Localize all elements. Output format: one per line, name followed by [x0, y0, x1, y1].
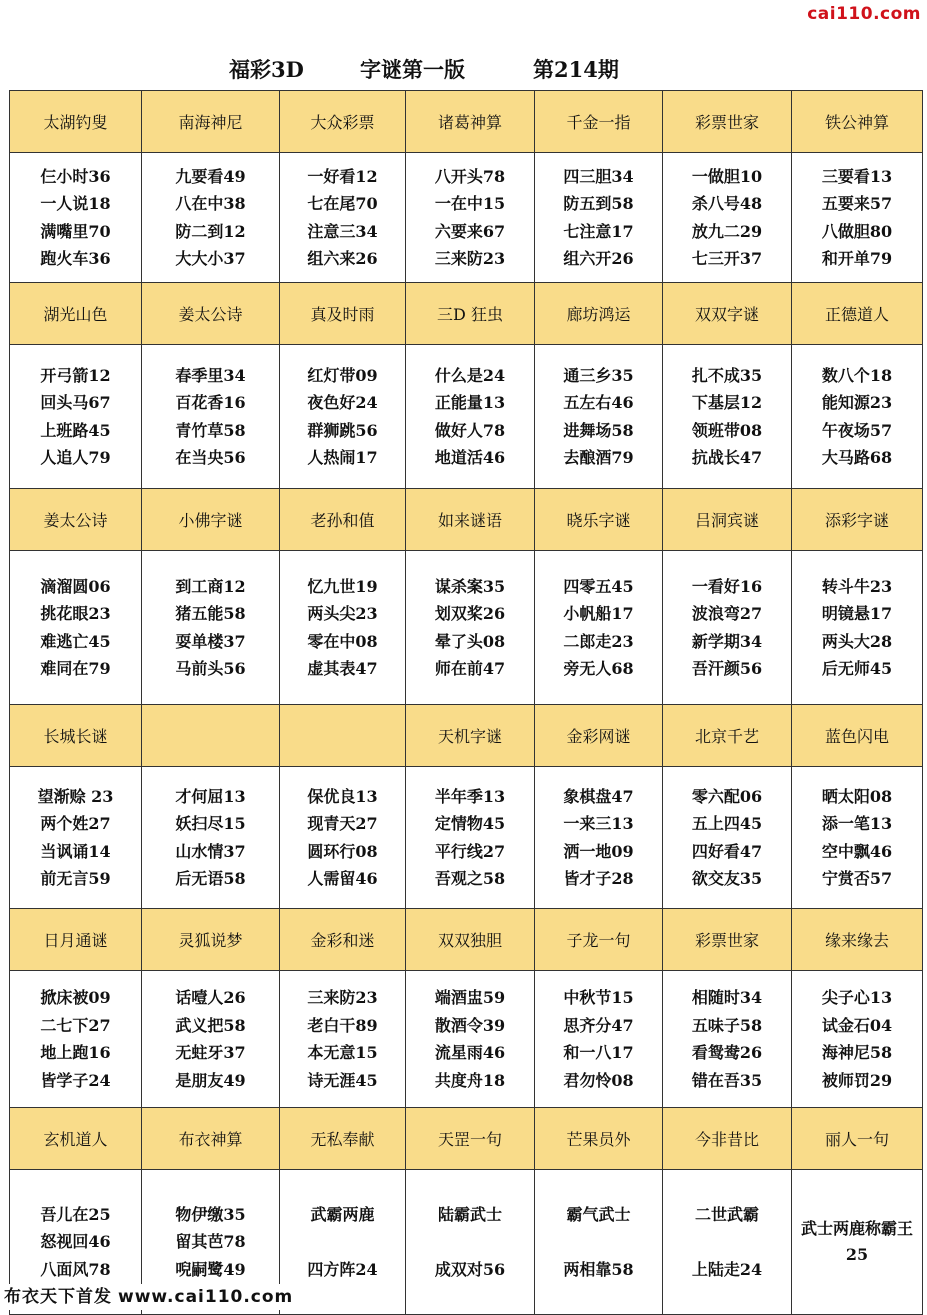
riddle-cell [142, 551, 280, 705]
riddle-cell [792, 1170, 923, 1315]
source-name-cell: 吕洞宾谜 [663, 489, 792, 551]
riddle-cell [663, 153, 792, 283]
riddle-line: 进舞场58 [563, 420, 634, 440]
riddle-line: 耍单楼37 [175, 631, 246, 651]
riddle-line: 九要看49 [175, 166, 246, 186]
riddle-line: 和一八17 [563, 1043, 634, 1062]
riddle-cell [280, 153, 406, 283]
riddle-line: 夜色好24 [307, 393, 378, 412]
riddle-line: 中秋节15 [563, 988, 634, 1007]
riddle-line: 人热闹17 [307, 448, 378, 467]
source-name-cell: 老孙和值 [280, 489, 406, 551]
riddle-line: 通三乡35 [563, 365, 634, 385]
riddle-line: 做好人78 [434, 420, 506, 440]
source-name-cell: 丽人一句 [792, 1108, 923, 1170]
riddle-line: 武士两鹿称霸王25 [800, 1219, 913, 1264]
riddle-line: 五要来57 [821, 194, 893, 213]
riddle-line: 相随时34 [691, 988, 763, 1007]
riddle-line: 二世武霸 [694, 1204, 759, 1224]
riddle-line: 开弓箭12 [40, 365, 111, 385]
riddle-cell [792, 153, 923, 283]
riddle-cell [663, 345, 792, 489]
riddle-cell [406, 551, 535, 705]
riddle-line: 六要来67 [434, 221, 506, 241]
riddle-line: 跑火车36 [40, 249, 111, 268]
riddle-cell [10, 345, 142, 489]
riddle-line: 武义把58 [175, 1015, 246, 1035]
riddle-line: 二郎走23 [563, 631, 634, 651]
riddle-line: 才何屈13 [175, 786, 246, 806]
riddle-line: 什么是24 [434, 365, 506, 385]
riddle-cell [535, 551, 663, 705]
riddle-line: 留其芭78 [175, 1232, 246, 1252]
riddle-line: 看鸳鸯26 [691, 1043, 763, 1062]
riddle-line: 地上跑16 [40, 1043, 111, 1062]
riddle-cell [792, 551, 923, 705]
riddle-line: 二七下27 [40, 1015, 111, 1035]
source-name-cell: 正德道人 [792, 283, 923, 345]
source-name-cell: 小佛字谜 [142, 489, 280, 551]
riddle-line: 妖扫尽15 [175, 814, 246, 833]
riddle-cell [280, 971, 406, 1108]
riddle-line: 添一笔13 [821, 814, 893, 833]
riddle-line: 望渐赊 23 [37, 786, 114, 806]
riddle-line: 平行线27 [434, 841, 506, 861]
riddle-line: 难逃亡45 [40, 631, 111, 651]
riddle-line: 三要看13 [821, 166, 893, 186]
riddle-line: 后无师45 [821, 659, 893, 678]
riddle-line: 难同在79 [40, 659, 111, 678]
riddle-line: 旁无人68 [563, 659, 634, 678]
riddle-line: 尖子心13 [821, 988, 893, 1007]
riddle-cell [535, 345, 663, 489]
riddle-line: 上陆走24 [691, 1260, 763, 1279]
source-name-cell: 天机字谜 [406, 705, 535, 767]
riddle-line: 五左右46 [563, 393, 634, 412]
riddle-line: 被师罚29 [821, 1070, 893, 1090]
riddle-line: 到工商12 [175, 576, 246, 596]
source-name-cell: 子龙一句 [535, 909, 663, 971]
riddle-line: 上班路45 [40, 420, 111, 440]
riddle-line: 吾儿在25 [40, 1204, 111, 1224]
riddle-line: 是朋友49 [175, 1070, 246, 1090]
riddle-line: 半年季13 [434, 786, 506, 806]
riddle-line: 马前头56 [175, 659, 246, 678]
riddle-line: 欲交友35 [691, 869, 763, 888]
riddle-line: 两头尖23 [307, 604, 378, 623]
riddle-line: 群狮跳56 [307, 420, 378, 440]
source-name-cell: 金彩和迷 [280, 909, 406, 971]
source-name-cell: 布衣神算 [142, 1108, 280, 1170]
riddle-line: 去酿酒79 [563, 448, 634, 467]
riddle-line: 四三胆34 [563, 166, 634, 186]
source-name-cell: 日月通谜 [10, 909, 142, 971]
riddle-line: 三来防23 [307, 988, 378, 1007]
riddle-line: 领班带08 [691, 420, 763, 440]
riddle-cell [142, 153, 280, 283]
riddle-line: 忆九世19 [307, 576, 378, 596]
riddle-line: 仨小时36 [40, 166, 111, 186]
riddle-line: 霸气武士 [566, 1204, 631, 1224]
riddle-line: 七在尾70 [307, 194, 378, 213]
riddle-cell [792, 345, 923, 489]
footer-url: www.cai110.com [118, 1287, 294, 1307]
riddle-line: 掀床被09 [40, 988, 111, 1007]
riddle-cell [663, 971, 792, 1108]
riddle-line: 错在吾35 [691, 1070, 763, 1090]
riddle-line: 皆学子24 [40, 1070, 111, 1090]
riddle-line: 在当央56 [175, 448, 246, 467]
riddle-line: 两个姓27 [40, 814, 111, 833]
riddle-line: 虚其表47 [307, 659, 378, 678]
riddle-line: 散酒令39 [434, 1015, 506, 1035]
footer-credit [0, 1284, 364, 1310]
riddle-line: 一好看12 [307, 166, 378, 186]
riddle-line [280, 1228, 405, 1256]
riddle-line: 零六配06 [691, 786, 763, 806]
riddle-cell [406, 971, 535, 1108]
riddle-cell [10, 971, 142, 1108]
source-name-cell: 大众彩票 [280, 91, 406, 153]
riddle-line: 猪五能58 [175, 604, 246, 623]
source-name-cell: 蓝色闪电 [792, 705, 923, 767]
source-name-cell: 双双字谜 [663, 283, 792, 345]
source-name-cell: 天罡一句 [406, 1108, 535, 1170]
riddle-line: 明镜悬17 [821, 604, 893, 623]
riddle-line: 组六来26 [307, 249, 378, 268]
riddle-line: 宁赏否57 [821, 869, 893, 888]
riddle-line: 午夜场57 [821, 420, 893, 440]
riddle-line: 组六开26 [563, 249, 634, 268]
riddle-line: 定情物45 [434, 814, 506, 833]
riddle-line: 唲嗣鹭49 [175, 1259, 246, 1279]
riddle-line: 四零五45 [563, 576, 634, 596]
riddle-line: 思齐分47 [563, 1015, 634, 1035]
riddle-cell [10, 767, 142, 909]
riddle-line: 四方阵24 [307, 1260, 378, 1279]
riddle-cell [280, 345, 406, 489]
riddle-cell [792, 767, 923, 909]
riddle-line: 地道活46 [434, 448, 506, 467]
riddle-line: 百花香16 [175, 393, 246, 412]
title-edition: 字谜第一版 [360, 57, 465, 82]
riddle-line: 端酒盅59 [434, 988, 506, 1007]
riddle-table [9, 90, 922, 1304]
source-name-cell [142, 705, 280, 767]
riddle-cell [535, 153, 663, 283]
riddle-line: 一在中15 [434, 194, 506, 213]
source-name-cell: 湖光山色 [10, 283, 142, 345]
riddle-line: 大马路68 [821, 448, 893, 467]
riddle-cell [142, 971, 280, 1108]
riddle-cell [663, 1170, 792, 1315]
source-name-cell: 彩票世家 [663, 909, 792, 971]
source-name-cell: 灵狐说梦 [142, 909, 280, 971]
riddle-line: 晕了头08 [434, 631, 506, 651]
source-name-cell: 无私奉献 [280, 1108, 406, 1170]
riddle-line: 两相靠58 [563, 1260, 634, 1279]
source-name-cell: 金彩网谜 [535, 705, 663, 767]
riddle-line: 五味子58 [691, 1015, 763, 1035]
riddle-line: 滴溜圆06 [40, 576, 111, 596]
riddle-line: 陆霸武士 [437, 1204, 502, 1224]
source-name-cell: 今非昔比 [663, 1108, 792, 1170]
riddle-line: 两头大28 [821, 631, 893, 651]
riddle-row [10, 551, 923, 705]
riddle-row [10, 153, 923, 283]
riddle-line: 和开单79 [821, 249, 893, 268]
riddle-line: 新学期34 [691, 631, 763, 651]
riddle-cell [663, 767, 792, 909]
riddle-line: 怒视回46 [40, 1232, 111, 1252]
source-name-cell: 如来谜语 [406, 489, 535, 551]
riddle-cell [663, 551, 792, 705]
riddle-line: 后无语58 [175, 869, 246, 888]
riddle-line: 圆环行08 [307, 841, 378, 861]
riddle-line: 空中飘46 [821, 841, 893, 861]
source-name-cell: 长城长谜 [10, 705, 142, 767]
source-name-cell: 铁公神算 [792, 91, 923, 153]
riddle-line: 八在中38 [175, 194, 246, 213]
riddle-line: 物伊缴35 [175, 1204, 246, 1224]
riddle-line: 扎不成35 [691, 365, 763, 385]
riddle-line: 八面风78 [40, 1259, 111, 1279]
riddle-line: 数八个18 [821, 365, 893, 385]
source-name-cell: 太湖钓叟 [10, 91, 142, 153]
riddle-line: 皆才子28 [563, 869, 634, 888]
riddle-line [535, 1228, 662, 1256]
riddle-cell [280, 551, 406, 705]
riddle-line: 师在前47 [434, 659, 506, 678]
source-name-cell: 姜太公诗 [10, 489, 142, 551]
riddle-line: 当讽诵14 [40, 841, 111, 861]
riddle-line: 试金石04 [821, 1015, 893, 1035]
riddle-line: 成双对56 [434, 1260, 506, 1279]
riddle-line: 满嘴里70 [40, 221, 111, 241]
source-name-cell: 千金一指 [535, 91, 663, 153]
riddle-row [10, 767, 923, 909]
source-name-cell: 添彩字谜 [792, 489, 923, 551]
riddle-line: 三来防23 [434, 249, 506, 268]
riddle-line: 山水情37 [175, 841, 246, 861]
riddle-line: 老白干89 [307, 1015, 378, 1035]
source-name-cell: 廊坊鸿运 [535, 283, 663, 345]
riddle-line: 本无意15 [307, 1043, 378, 1062]
riddle-row [10, 345, 923, 489]
riddle-line: 人需留46 [307, 869, 378, 888]
riddle-line: 一人说18 [40, 194, 111, 213]
riddle-line: 一来三13 [563, 814, 634, 833]
riddle-line: 八开头78 [434, 166, 506, 186]
header-row [10, 91, 923, 153]
header-row [10, 909, 923, 971]
site-logo: cai110.com [807, 4, 921, 24]
riddle-cell [142, 345, 280, 489]
title-issue: 第214期 [533, 57, 619, 82]
riddle-line: 五上四45 [691, 814, 763, 833]
riddle-line: 共度舟18 [434, 1070, 506, 1090]
riddle-line [663, 1228, 791, 1256]
riddle-row [10, 971, 923, 1108]
riddle-cell [280, 767, 406, 909]
riddle-line: 大大小37 [175, 249, 246, 268]
riddle-line: 武霸两鹿 [310, 1204, 375, 1224]
source-name-cell: 晓乐字谜 [535, 489, 663, 551]
riddle-line: 一看好16 [691, 576, 763, 596]
riddle-line: 保优良13 [307, 786, 378, 806]
riddle-line: 八做胆80 [821, 221, 893, 241]
header-row [10, 283, 923, 345]
header-row [10, 705, 923, 767]
riddle-line: 划双桨26 [434, 604, 506, 623]
riddle-cell [10, 551, 142, 705]
riddle-line: 小帆船17 [563, 604, 634, 623]
riddle-line [406, 1228, 534, 1256]
riddle-line: 挑花眼23 [40, 604, 111, 623]
source-name-cell: 玄机道人 [10, 1108, 142, 1170]
riddle-line: 杀八号48 [691, 194, 763, 213]
riddle-line: 波浪弯27 [691, 604, 763, 623]
riddle-line: 海神尼58 [821, 1043, 893, 1062]
riddle-line: 吾汗颜56 [691, 659, 763, 678]
riddle-line: 正能量13 [434, 393, 506, 412]
source-name-cell: 北京千艺 [663, 705, 792, 767]
riddle-line: 四好看47 [691, 841, 763, 861]
riddle-line: 青竹草58 [175, 420, 246, 440]
riddle-line: 谋杀案35 [434, 576, 506, 596]
riddle-line: 话噎人26 [175, 988, 246, 1007]
source-name-cell: 诸葛神算 [406, 91, 535, 153]
source-name-cell: 双双独胆 [406, 909, 535, 971]
riddle-line: 人追人79 [40, 448, 111, 467]
riddle-line: 放九二29 [691, 221, 763, 241]
riddle-cell [792, 971, 923, 1108]
riddle-cell [535, 767, 663, 909]
riddle-line: 春季里34 [175, 365, 246, 385]
source-name-cell: 姜太公诗 [142, 283, 280, 345]
riddle-line: 无蛀牙37 [175, 1043, 246, 1062]
header-row [10, 1108, 923, 1170]
riddle-cell [535, 1170, 663, 1315]
riddle-line: 流星雨46 [434, 1043, 506, 1062]
riddle-cell [406, 1170, 535, 1315]
source-name-cell: 真及时雨 [280, 283, 406, 345]
title-lottery: 福彩3D [229, 57, 304, 82]
riddle-cell [406, 153, 535, 283]
riddle-line: 洒一地09 [563, 841, 634, 861]
riddle-cell [535, 971, 663, 1108]
riddle-line: 下基层12 [691, 393, 763, 412]
source-name-cell: 缘来缘去 [792, 909, 923, 971]
riddle-line: 现青天27 [307, 814, 378, 833]
riddle-line: 君勿怜08 [563, 1070, 634, 1090]
riddle-cell [142, 767, 280, 909]
source-name-cell: 南海神尼 [142, 91, 280, 153]
page-title [0, 54, 927, 88]
riddle-line: 一做胆10 [691, 166, 763, 186]
riddle-line: 红灯带09 [307, 365, 378, 385]
riddle-line: 吾观之58 [434, 869, 506, 888]
riddle-line: 七注意17 [563, 221, 634, 241]
riddle-line: 能知源23 [821, 393, 893, 412]
riddle-line: 前无言59 [40, 869, 111, 888]
riddle-line: 抗战长47 [691, 448, 763, 467]
riddle-cell [10, 153, 142, 283]
riddle-cell [406, 767, 535, 909]
riddle-line: 转斗牛23 [821, 576, 893, 596]
riddle-line: 防五到58 [563, 194, 634, 213]
riddle-line: 回头马67 [40, 393, 111, 412]
header-row [10, 489, 923, 551]
footer-text: 布衣天下首发 [4, 1287, 112, 1307]
riddle-line: 象棋盘47 [563, 786, 634, 806]
riddle-line: 诗无涯45 [307, 1070, 378, 1090]
riddle-line: 防二到12 [175, 221, 246, 241]
riddle-cell [406, 345, 535, 489]
source-name-cell: 三D 狂虫 [406, 283, 535, 345]
source-name-cell: 彩票世家 [663, 91, 792, 153]
riddle-line: 七三开37 [691, 249, 763, 268]
riddle-line: 注意三34 [307, 221, 378, 241]
source-name-cell [280, 705, 406, 767]
riddle-line: 晒太阳08 [821, 786, 893, 806]
source-name-cell: 芒果员外 [535, 1108, 663, 1170]
riddle-line: 零在中08 [307, 631, 378, 651]
